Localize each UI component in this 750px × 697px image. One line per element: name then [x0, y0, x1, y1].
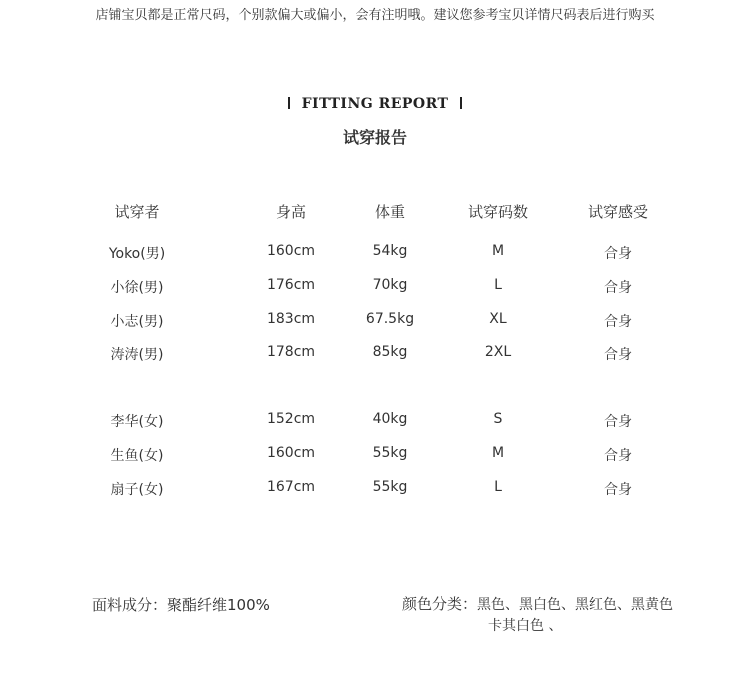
male-row-fit: 合身	[604, 347, 632, 363]
male-row-height: 178cm	[266, 344, 316, 360]
color-info	[402, 593, 673, 635]
header-height: 身高	[275, 203, 307, 221]
report-title-en	[0, 96, 750, 112]
female-row-tester: 生鱼(女)	[110, 448, 164, 464]
header-tester: 试穿者	[114, 203, 160, 221]
female-row-size: M	[491, 445, 505, 461]
material-label: 面料成分：	[92, 596, 168, 614]
female-row-tester: 李华(女)	[110, 414, 164, 430]
color-list-line1: 黑色、黑白色、黑红色、黑黄色	[477, 597, 674, 613]
female-row-weight: 40kg	[372, 411, 408, 427]
header-fit: 试穿感受	[587, 203, 649, 221]
male-row-height: 183cm	[266, 311, 316, 327]
female-row-height: 167cm	[266, 479, 316, 495]
male-row-tester: 小徐(男)	[110, 280, 164, 296]
male-row-size: XL	[489, 311, 507, 327]
color-list-line2: 卡其白色 、	[488, 618, 563, 634]
male-row-height: 160cm	[266, 243, 316, 259]
male-row-size: M	[491, 243, 505, 259]
male-row-weight: 67.5kg	[365, 311, 415, 327]
male-row-tester: 涛涛(男)	[110, 347, 164, 363]
male-row-tester: Yoko(男)	[108, 246, 166, 262]
female-row-fit: 合身	[604, 414, 632, 430]
female-row-height: 160cm	[266, 445, 316, 461]
female-row-size: S	[493, 411, 503, 427]
female-row-height: 152cm	[266, 411, 316, 427]
report-title-cn: 试穿报告	[342, 128, 407, 147]
male-row-size: 2XL	[484, 344, 512, 360]
male-row-fit: 合身	[604, 246, 632, 262]
title-bar-right	[460, 97, 462, 109]
color-label: 颜色分类：	[402, 595, 478, 613]
male-row-fit: 合身	[604, 280, 632, 296]
female-row-size: L	[494, 479, 502, 495]
header-weight: 体重	[374, 203, 406, 221]
size-notice: 店铺宝贝都是正常尺码，个别款偏大或偏小，会有注明哦。建议您参考宝贝详情尺码表后进行购买	[95, 8, 655, 23]
male-row-weight: 85kg	[372, 344, 408, 360]
header-size: 试穿码数	[467, 203, 529, 221]
female-row-weight: 55kg	[372, 479, 408, 495]
female-row-weight: 55kg	[372, 445, 408, 461]
material-value: 聚酯纤维100%	[167, 596, 270, 614]
female-row-fit: 合身	[604, 482, 632, 498]
female-row-tester: 扇子(女)	[110, 482, 164, 498]
title-bar-left	[288, 97, 290, 109]
male-row-tester: 小志(男)	[110, 314, 164, 330]
report-title-en-text: FITTING REPORT	[301, 96, 449, 112]
male-row-height: 176cm	[266, 277, 316, 293]
male-row-size: L	[494, 277, 502, 293]
male-row-weight: 70kg	[372, 277, 408, 293]
material-info	[92, 594, 270, 615]
male-row-fit: 合身	[604, 314, 632, 330]
female-row-fit: 合身	[604, 448, 632, 464]
male-row-weight: 54kg	[372, 243, 408, 259]
